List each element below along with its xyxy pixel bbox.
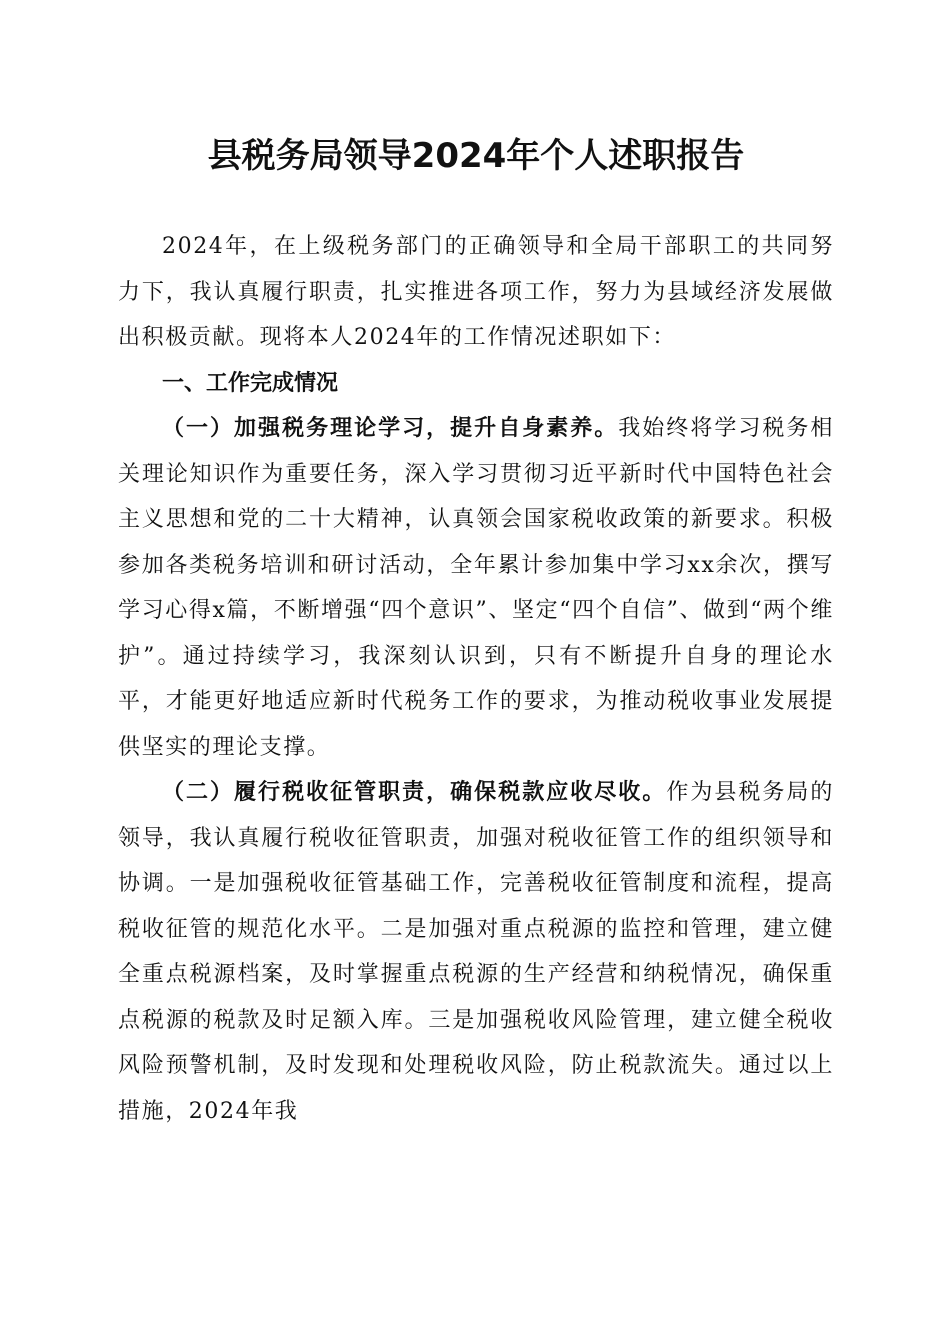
section-heading: 一、工作完成情况	[162, 370, 339, 396]
item-2-paragraph	[118, 770, 834, 1134]
item-1-body: 我始终将学习税务相关理论知识作为重要任务，深入学习贯彻习近平新时代中国特色社会主义思想和党的二十大精神，认真领会国家税收政策的新要求。积极参加各类税务培训和研讨活动，全年累计参加集中学习xx余次，撰写学习心得x篇，不断增强“四个意识”、坚定“四个自信”、做到“两个维护”。通过持续学习，我深刻认识到，只有不断提升自身的理论水平，才能更好地适应新时代税务工作的要求，为推动税收事业发展提供坚实的理论支撑。	[118, 416, 834, 760]
item-2-lead: （二）履行税收征管职责，确保税款应收尽收。	[162, 779, 667, 805]
item-1-lead: （一）加强税务理论学习，提升自身素养。	[162, 415, 619, 441]
document-page	[118, 128, 834, 1134]
page-title: 县税务局领导2024年个人述职报告	[207, 136, 745, 176]
item-2-body: 作为县税务局的领导，我认真履行税收征管职责，加强对税收征管工作的组织领导和协调。一是加强税收征管基础工作，完善税收征管制度和流程，提高税收征管的规范化水平。二是加强对重点税源的监控和管理，建立健全重点税源档案，及时掌握重点税源的生产经营和纳税情况，确保重点税源的税款及时足额入库。三是加强税收风险管理，建立健全税收风险预警机制，及时发现和处理税收风险，防止税款流失。通过以上措施，2024年我	[118, 780, 834, 1124]
item-1-paragraph	[118, 406, 834, 770]
intro-paragraph: 2024年，在上级税务部门的正确领导和全局干部职工的共同努力下，我认真履行职责，扎实推进各项工作，努力为县域经济发展做出积极贡献。现将本人2024年的工作情况述职如下：	[118, 234, 834, 350]
